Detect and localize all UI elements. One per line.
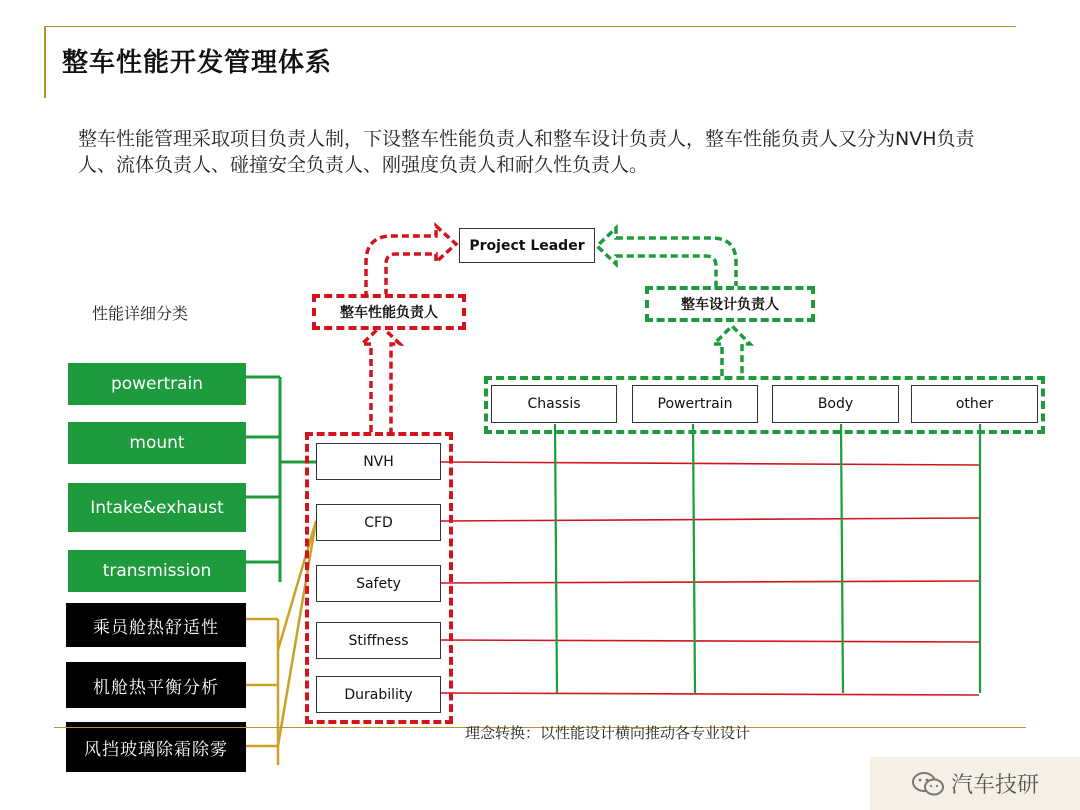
performance-lead-box: 整车性能负责人 — [312, 294, 466, 330]
footer-note: 理念转换：以性能设计横向推动各专业设计 — [465, 724, 751, 742]
perf-item-stiffness: Stiffness — [316, 622, 441, 659]
perf-item-nvh: NVH — [316, 443, 441, 480]
category-powertrain: powertrain — [68, 363, 246, 405]
watermark-text: 汽车技研 — [950, 773, 1039, 798]
category-mount: mount — [68, 422, 246, 464]
design-item-chassis: Chassis — [491, 385, 617, 423]
performance-grid-lines — [441, 462, 979, 695]
watermark — [870, 757, 1080, 810]
red-curved-arrow — [366, 226, 456, 298]
page-title: 整车性能开发管理体系 — [62, 48, 333, 78]
category-transmission: transmission — [68, 550, 246, 592]
wechat-icon — [911, 770, 945, 798]
perf-item-durability: Durability — [316, 676, 441, 713]
perf-item-safety: Safety — [316, 565, 441, 602]
red-up-arrow — [362, 326, 400, 432]
design-item-body: Body — [772, 385, 899, 423]
category-label: 性能详细分类 — [92, 304, 189, 323]
category-engine-bay-thermal: 机舱热平衡分析 — [66, 662, 246, 708]
green-up-arrow — [714, 326, 750, 376]
category-windshield-defrost: 风挡玻璃除霜除雾 — [66, 722, 246, 772]
design-lead-box: 整车设计负责人 — [645, 286, 815, 322]
category-cabin-thermal: 乘员舱热舒适性 — [66, 603, 246, 647]
category-intake-exhaust: Intake&exhaust — [68, 483, 246, 532]
intro-text: 整车性能管理采取项目负责人制，下设整车性能负责人和整车设计负责人，整车性能负责人又分为NVH负责人、流体负责人、碰撞安全负责人、刚强度负责人和耐久性负责人。 — [78, 128, 975, 176]
perf-item-cfd: CFD — [316, 504, 441, 541]
project-leader-box: Project Leader — [459, 228, 595, 263]
design-item-powertrain: Powertrain — [632, 385, 758, 423]
design-item-other: other — [911, 385, 1038, 423]
green-curved-arrow — [597, 228, 736, 288]
